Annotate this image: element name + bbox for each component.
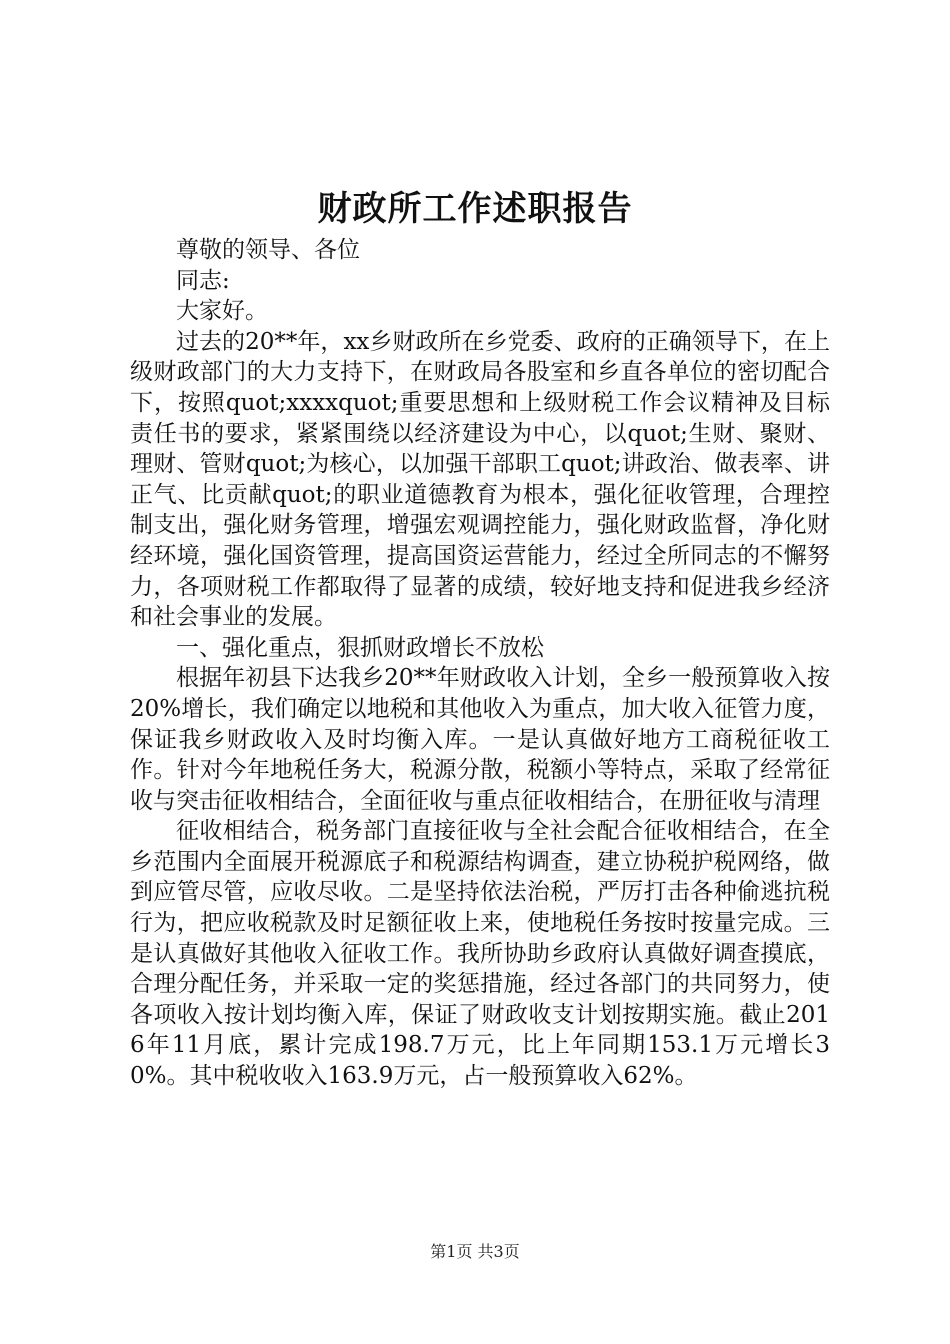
salutation-line-2: 同志: <box>176 267 230 294</box>
section-paragraph-2: 征收相结合，税务部门直接征收与全社会配合征收相结合，在全乡范围内全面展开税源底子和税源结构调查，建立协税护税网络，做到应管尽管，应收尽收。二是坚持依法治税，严厉打击各种偷逃抗税行为，把应收税款及时足额征收上来，使地税任务按时按量完成。三是认真做好其他收入征收工作。我所协助乡政府认真做好调查摸底，合理分配任务，并采取一定的奖惩措施，经过各部门的共同努力，使各项收入按计划均衡入库，保证了财政收支计划按期实施。截止2016年11月底，累计完成198.7万元，比上年同期153.1万元增长30%。其中税收收入163.9万元，占一般预算收入62%。 <box>130 818 830 1090</box>
document-title: 财政所工作述职报告 <box>317 189 633 229</box>
greeting: 大家好。 <box>176 298 268 325</box>
document-body <box>130 235 830 1092</box>
intro-paragraph: 过去的20**年，xx乡财政所在乡党委、政府的正确领导下，在上级财政部门的大力支持下，在财政局各股室和乡直各单位的密切配合下，按照quot;xxxxquot;重要思想和上级财税工作会议精神及目标责任书的要求，紧紧围绕以经济建设为中心，以quot;生财、聚财、理财、管财quot;为核心，以加强干部职工quot;讲政治、做表率、讲正气、比贡献quot;的职业道德教育为根本，强化征收管理，合理控制支出，强化财务管理，增强宏观调控能力，强化财政监督，净化财经环境，强化国资管理，提高国资运营能力，经过全所同志的不懈努力，各项财税工作都取得了显著的成绩，较好地支持和促进我乡经济和社会事业的发展。 <box>130 328 830 631</box>
page-footer: 第1页 共3页 <box>430 1242 520 1261</box>
salutation-line-1: 尊敬的领导、各位 <box>176 237 360 263</box>
section-heading-1: 一、强化重点，狠抓财政增长不放松 <box>176 634 544 661</box>
section-paragraph-1: 根据年初县下达我乡20**年财政收入计划，全乡一般预算收入按20%增长，我们确定以地税和其他收入为重点，加大收入征管力度，保证我乡财政收入及时均衡入库。一是认真做好地方工商税征收工作。针对今年地税任务大，税源分散，税额小等特点，采取了经常征收与突击征收相结合，全面征收与重点征收相结合，在册征收与清理 <box>130 665 830 814</box>
